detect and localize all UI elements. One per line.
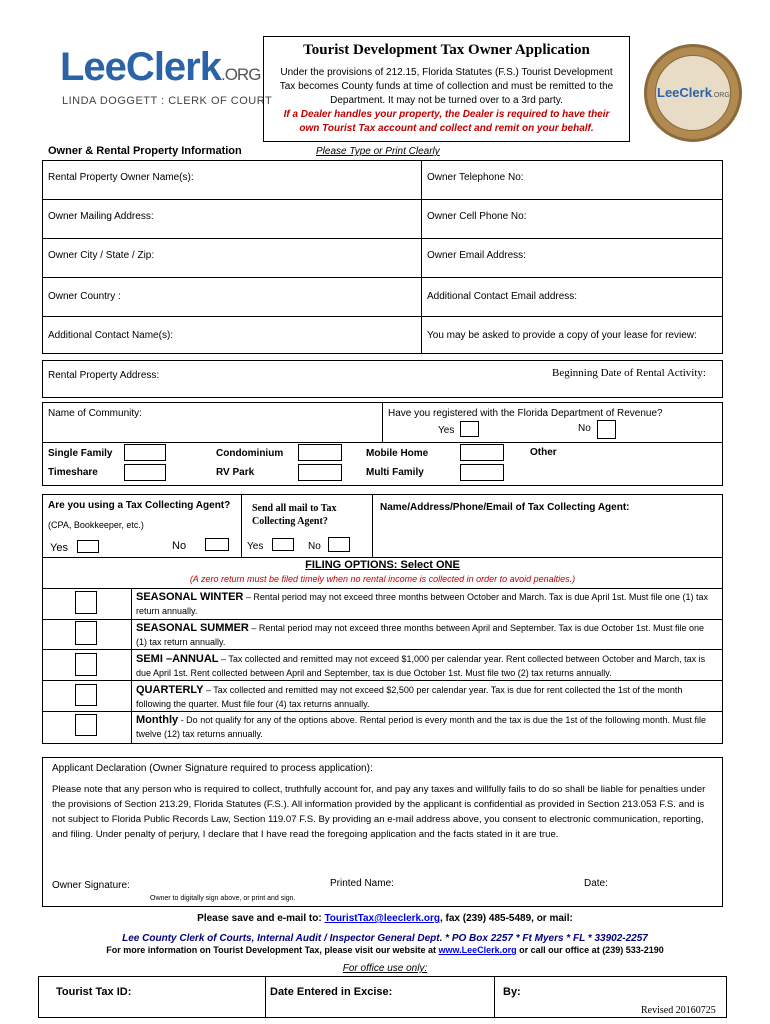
option-semi-annual-title: SEMI –ANNUAL [136,653,219,665]
zero-return-note: (A zero return must be filed timely when no rental income is collected in order to avoid penalties.) [189,574,576,584]
mailing-address-field[interactable]: Owner Mailing Address: [48,211,154,222]
multi-family-checkbox[interactable] [460,464,504,481]
owner-phone-field[interactable]: Owner Telephone No: [427,172,524,183]
property-address-field[interactable]: Rental Property Address: [48,370,160,381]
clerk-logo [60,45,273,115]
option-winter [136,590,716,618]
option-quarterly [136,683,716,711]
title-box [263,36,630,142]
begin-date-field[interactable]: Beginning Date of Rental Activity: [552,367,706,379]
mailing-address-line: Lee County Clerk of Courts, Internal Audit / Inspector General Dept. * PO Box 2257 * Ft Myers * FL * 33902-2257 [122,933,648,944]
registered-yes-checkbox[interactable] [460,421,479,437]
tourist-tax-id-field[interactable]: Tourist Tax ID: [56,986,132,998]
registered-no-label: No [578,423,591,434]
mobile-home-checkbox[interactable] [460,444,504,461]
option-summer [136,621,716,649]
option-winter-text: – Rental period may not exceed three months between October and March. Tax is due April 1st. Must file one (1) tax return annually. [136,592,708,616]
other-label: Other [530,447,557,458]
signature-field[interactable]: Owner Signature: [52,880,130,891]
timeshare-checkbox[interactable] [124,464,166,481]
option-quarterly-title: QUARTERLY [136,684,204,696]
owner-section-heading: Owner & Rental Property Information [48,145,242,157]
send-mail-no-checkbox[interactable] [328,537,350,552]
agent-no-label: No [172,540,187,552]
single-family-checkbox[interactable] [124,444,166,461]
community-field[interactable]: Name of Community: [48,408,142,419]
registered-no-checkbox[interactable] [597,420,616,439]
save-suffix: , fax (239) 485-5489, or mail: [439,913,573,924]
single-family-label: Single Family [48,448,113,459]
dealer-notice: If a Dealer handles your property, the Dealer is required to have their own Tourist Tax account and collect and remit on your behalf. [283,109,610,134]
page-title: Tourist Development Tax Owner Application [303,42,590,58]
revised-label: Revised 20160725 [641,1005,716,1016]
send-mail-yes-label: Yes [247,541,264,552]
info-suffix: or call our office at (239) 533-2190 [516,945,664,955]
winter-checkbox[interactable] [75,591,97,614]
mobile-home-label: Mobile Home [366,448,429,459]
option-semi-annual [136,652,716,680]
sign-note: Owner to digitally sign above, or print and sign. [150,895,296,902]
print-note: Please Type or Print Clearly [316,146,440,157]
registered-question: Have you registered with the Florida Department of Revenue? [388,408,663,419]
condominium-label: Condominium [216,448,284,459]
owner-name-field[interactable]: Rental Property Owner Name(s): [48,172,194,183]
seal-text: LeeClerk [657,85,712,100]
agent-yes-label: Yes [50,542,68,554]
city-state-zip-field[interactable]: Owner City / State / Zip: [48,250,155,261]
option-monthly-text: - Do not qualify for any of the options above. Rental period is every month and the tax is due the 1st of the following month. Must file twelve (12) tax returns annually. [136,715,706,739]
date-entered-field[interactable]: Date Entered in Excise: [270,986,393,998]
seal-suffix: .ORG [711,92,730,99]
logo-main-text: LeeClerk [60,45,221,89]
option-quarterly-text: – Tax collected and remitted may not exceed $2,500 per calendar year. Tax is due for rent collected the 1st of the month following the quarter. Must file four (4) tax returns annually. [136,685,683,709]
option-semi-annual-text: – Tax collected and remitted may not exceed $1,000 per calendar year. Rent collected between October and March, tax is due April 1st. Rent collected between April and September, tax is due October 1st. Must file two (2) tax returns annually. [136,654,706,678]
registered-yes-label: Yes [438,425,455,436]
condominium-checkbox[interactable] [298,444,342,461]
quarterly-checkbox[interactable] [75,684,97,706]
owner-email-field[interactable]: Owner Email Address: [427,250,526,261]
send-mail-no-label: No [308,541,321,552]
website-link[interactable]: www.LeeClerk.org [438,945,517,955]
option-summer-title: SEASONAL SUMMER [136,622,249,634]
office-use-label: For office use only: [342,963,428,974]
rv-park-checkbox[interactable] [298,464,342,481]
multi-family-label: Multi Family [366,467,424,478]
agent-examples: (CPA, Bookkeeper, etc.) [48,520,144,530]
monthly-checkbox[interactable] [75,714,97,736]
more-info-line [0,945,770,955]
owner-country-field[interactable]: Owner Country : [48,291,121,302]
intro-text: Under the provisions of 212.15, Florida Statutes (F.S.) Tourist Development Tax becomes County funds at time of collection and must be remitted to the Department. It may not be turned over to a 3rd party. [279,67,614,106]
printed-name-field[interactable]: Printed Name: [330,878,394,889]
option-winter-title: SEASONAL WINTER [136,591,244,603]
send-mail-yes-checkbox[interactable] [272,538,294,551]
send-mail-question: Send all mail to Tax Collecting Agent? [252,503,337,527]
additional-names-field[interactable]: Additional Contact Name(s): [48,330,174,341]
logo-suffix-text: .ORG [220,65,261,84]
agent-info-field[interactable]: Name/Address/Phone/Email of Tax Collecting Agent: [380,502,630,513]
tourist-tax-email-link[interactable]: TouristTax@leeclerk.org [324,913,440,924]
declaration-heading: Applicant Declaration (Owner Signature required to process application): [52,763,373,774]
timeshare-label: Timeshare [48,467,98,478]
additional-email-field[interactable]: Additional Contact Email address: [427,291,578,302]
declaration-body: Please note that any person who is required to collect, truthfully account for, and pay any taxes and willfully fails to do so shall be liable for penalties under the provisions of Section 213.29, Florida Statutes (F.S.). All information provided by the applicant is confidential as provided in Section 213.053 F.S. and is not subject to Florida Public Records Law, Section 119.07 F.S. By providing an e-mail address above, you consent to electronic communication, reporting, and filing. Under penalty of perjury, I declare that I have read the foregoing application and the facts stated in it are true. [52,784,706,840]
summer-checkbox[interactable] [75,621,97,645]
date-field[interactable]: Date: [584,878,608,889]
rv-park-label: RV Park [216,467,255,478]
lease-note: You may be asked to provide a copy of your lease for review: [427,330,697,341]
filing-heading: FILING OPTIONS: Select ONE [305,559,460,571]
agent-yes-checkbox[interactable] [77,540,99,553]
option-monthly [136,713,716,741]
logo-subtitle: LINDA DOGGETT : CLERK OF COURT [62,95,273,107]
option-monthly-title: Monthly [136,714,179,726]
by-field[interactable]: By: [503,986,521,998]
option-summer-text: – Rental period may not exceed three months between April and September. Tax is due October 1st. Must file one (1) tax return annually. [136,623,704,647]
agent-no-checkbox[interactable] [205,538,229,551]
save-prefix: Please save and e-mail to: [197,913,325,924]
semi-annual-checkbox[interactable] [75,653,97,676]
info-prefix: For more information on Tourist Development Tax, please visit our website at [106,945,439,955]
save-instructions [0,913,770,924]
cell-phone-field[interactable]: Owner Cell Phone No: [427,211,527,222]
clerk-seal [644,44,742,142]
agent-question: Are you using a Tax Collecting Agent? [48,500,231,511]
